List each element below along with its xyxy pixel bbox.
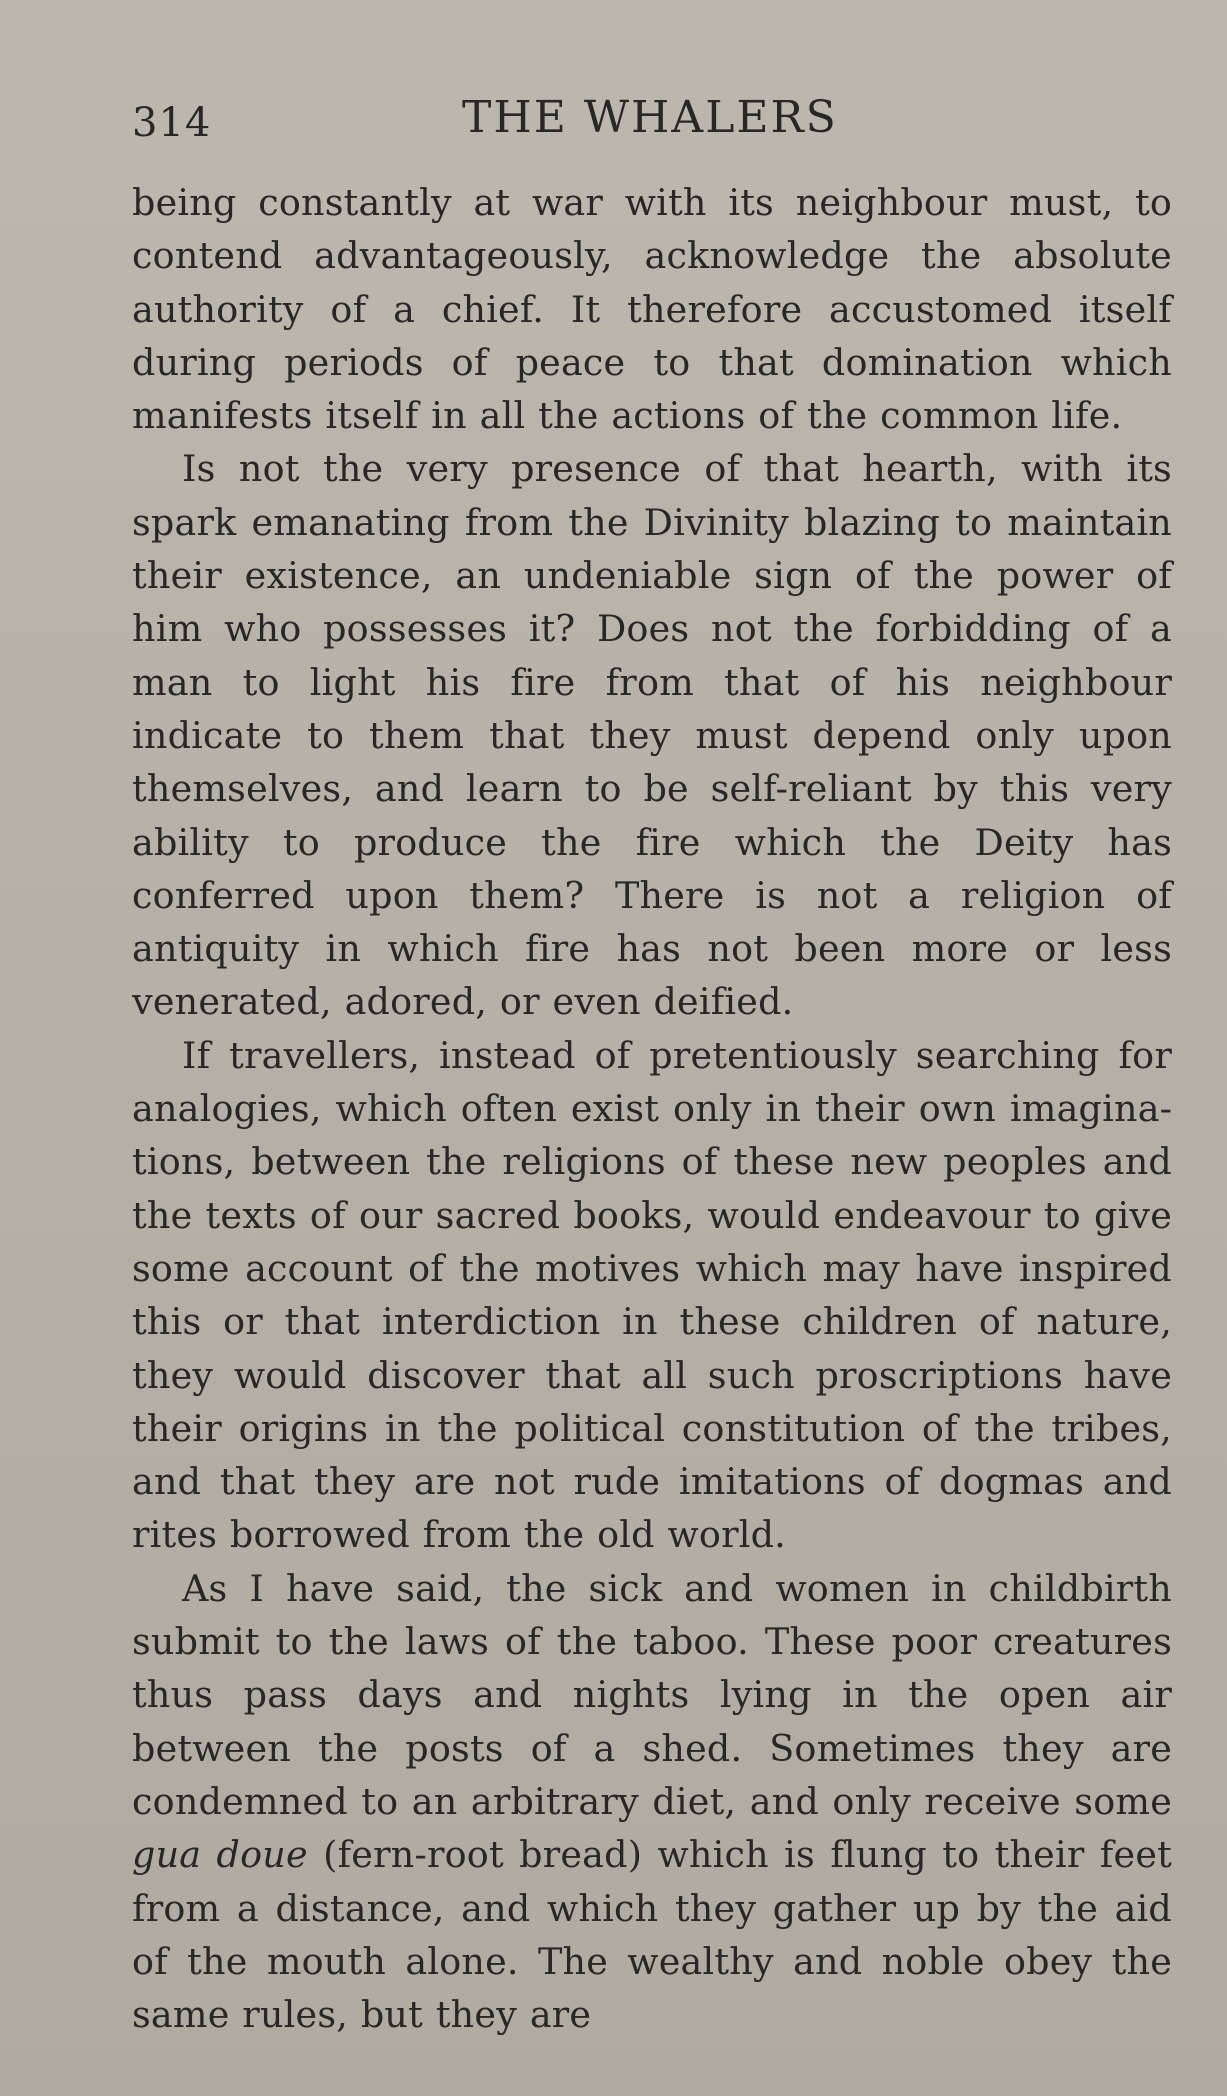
paragraph: being constantly at war with its neighbour must, to contend advantageously, acknowledge the absolute authority of a chief. It therefore accustomed itself during periods of peace to that domination which manifests itself in all the actions of the common life. (132, 181, 1172, 438)
page-header (132, 92, 1172, 152)
paragraph-text: (fern-root bread) which is flung to their feet from a distance, and which they gather up by the aid of the mouth alone. The wealthy and noble obey the same rules, but they are (132, 1833, 1172, 2037)
paragraph: If travellers, instead of pretentiously searching for analogies, which often exist only in their own imaginations, between the religions of these new peoples and the texts of our sacred books, would endeavour to give some account of the motives which may have inspired this or that interdiction in these children of nature, they would discover that all such proscriptions have their origins in the political constitution of the tribes, and that they are not rude imitations of dogmas and rites borrowed from the old world. (132, 1033, 1172, 1557)
page-number: 314 (132, 100, 212, 146)
paragraph (132, 1562, 1172, 2042)
italic-term: gua doue (132, 1833, 308, 1877)
paragraph: Is not the very presence of that hearth, with its spark emanating from the Divinity blazing to maintain their existence, an undeniable sign of the power of him who possesses it? Does not the forbidding of a man to light his fire from that of his neighbour indicate to them that they must depend only upon themselves, and learn to be self-reliant by this very ability to produce the fire which the Deity has conferred upon them? There is not a religion of antiquity in which fire has not been more or less venerated, adored, or even deified. (132, 447, 1172, 1024)
paragraph-text: As I have said, the sick and women in childbirth submit to the laws of the taboo. These poor creatures thus pass days and nights lying in the open air between the posts of a shed. Sometimes they are condemned to an arbitrary diet, and only receive some (132, 1566, 1172, 1823)
body-text (132, 176, 1172, 2041)
running-title: THE WHALERS (462, 92, 838, 143)
